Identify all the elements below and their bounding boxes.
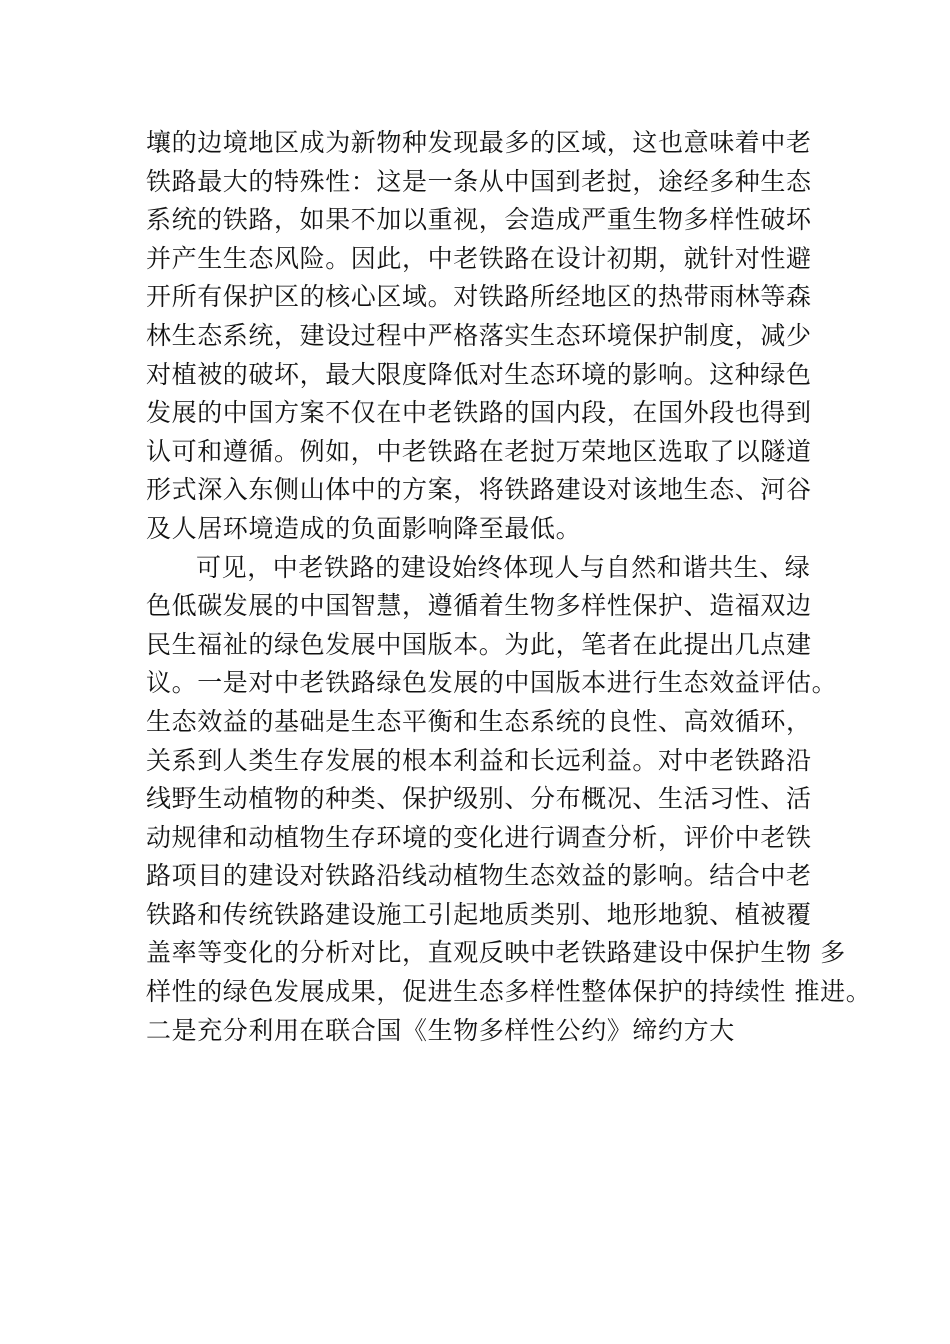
text-line: 盖率等变化的分析对比，直观反映中老铁路建设中保护生物 多: [146, 938, 846, 968]
text-line: 铁路最大的特殊性：这是一条从中国到老挝，途经多种生态: [146, 166, 812, 196]
text-line-first: 可见，中老铁路的建设始终体现人与自然和谐共生、绿: [196, 552, 811, 582]
text-line: 民生福祉的绿色发展中国版本。为此，笔者在此提出几点建: [146, 629, 812, 659]
text-line: 色低碳发展的中国智慧，遵循着生物多样性保护、造福双边: [146, 591, 812, 621]
text-line: 样性的绿色发展成果，促进生态多样性整体保护的持续性 推进。: [146, 977, 872, 1007]
text-line: 林生态系统，建设过程中严格落实生态环境保护制度，减少: [146, 320, 812, 350]
text-line: 关系到人类生存发展的根本利益和长远利益。对中老铁路沿: [146, 745, 812, 775]
text-line: 开所有保护区的核心区域。对铁路所经地区的热带雨林等森: [146, 282, 812, 312]
text-line: 铁路和传统铁路建设施工引起地质类别、地形地貌、植被覆: [146, 899, 812, 929]
text-line: 线野生动植物的种类、保护级别、分布概况、生活习性、活: [146, 784, 812, 814]
text-line: 壤的边境地区成为新物种发现最多的区域，这也意味着中老: [146, 128, 812, 157]
text-line: 系统的铁路，如果不加以重视，会造成严重生物多样性破坏: [146, 205, 812, 235]
text-line: 议。一是对中老铁路绿色发展的中国版本进行生态效益评估。: [146, 668, 838, 698]
text-line: 及人居环境造成的负面影响降至最低。: [146, 513, 582, 543]
text-line: 路项目的建设对铁路沿线动植物生态效益的影响。结合中老: [146, 861, 812, 891]
text-line: 动规律和动植物生存环境的变化进行调查分析，评价中老铁: [146, 822, 812, 852]
document-body: [146, 124, 872, 1050]
text-line: 发展的中国方案不仅在中老铁路的国内段，在国外段也得到: [146, 398, 812, 428]
paragraph-1: [146, 124, 866, 549]
text-line: 认可和遵循。例如，中老铁路在老挝万荣地区选取了以隧道: [146, 436, 812, 466]
text-line: 对植被的破坏，最大限度降低对生态环境的影响。这种绿色: [146, 359, 812, 389]
text-line: 生态效益的基础是生态平衡和生态系统的良性、高效循环，: [146, 706, 812, 736]
paragraph-2: [146, 549, 872, 1051]
text-line: 并产生生态风险。因此，中老铁路在设计初期，就针对性避: [146, 243, 812, 273]
text-line: 形式深入东侧山体中的方案，将铁路建设对该地生态、河谷: [146, 475, 812, 505]
text-line: 二是充分利用在联合国《生物多样性公约》缔约方大: [146, 1015, 735, 1045]
